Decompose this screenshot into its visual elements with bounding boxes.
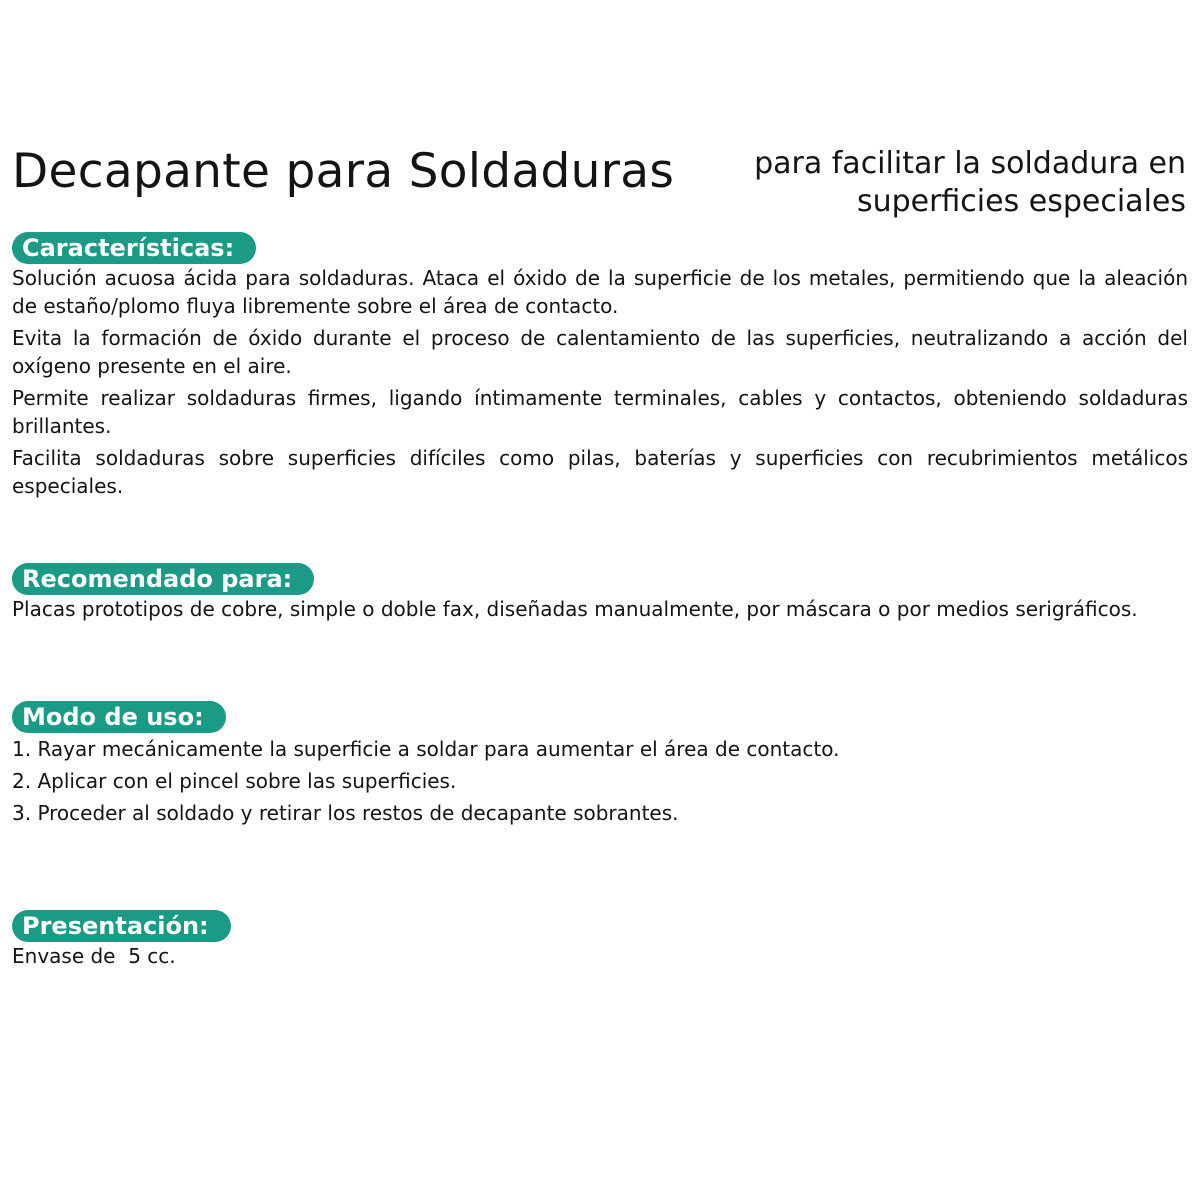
paragraph: Permite realizar soldaduras firmes, ligando íntimamente terminales, cables y contactos, obteniendo soldaduras brillantes. — [12, 386, 1188, 438]
list-item: 3. Proceder al soldado y retirar los restos de decapante sobrantes. — [12, 801, 679, 825]
paragraph: Solución acuosa ácida para soldaduras. Ataca el óxido de la superficie de los metales, permitiendo que la aleación de estaño/plomo fluya libremente sobre el área de contacto. — [12, 266, 1188, 318]
page-title: Decapante para Soldaduras — [12, 144, 675, 199]
page-subtitle — [626, 145, 1186, 221]
list-item: 2. Aplicar con el pincel sobre las superficies. — [12, 769, 457, 793]
section-modo-de-uso — [12, 701, 1188, 829]
section-presentacion — [12, 910, 1188, 970]
paragraph: Facilita soldaduras sobre superficies difíciles como pilas, baterías y superficies con recubrimientos metálicos especiales. — [12, 446, 1188, 498]
subtitle-line: para facilitar la soldadura en — [754, 146, 1186, 181]
section-heading-recomendado: Recomendado para: — [12, 563, 314, 595]
subtitle-line: superficies especiales — [856, 184, 1186, 219]
section-caracteristicas — [12, 232, 1188, 500]
paragraph: Evita la formación de óxido durante el proceso de calentamiento de las superficies, neutralizando a acción del oxígeno presente en el aire. — [12, 326, 1188, 378]
section-heading-caracteristicas: Características: — [12, 232, 256, 264]
section-heading-modo-de-uso: Modo de uso: — [12, 701, 226, 733]
paragraph: Envase de 5 cc. — [12, 944, 176, 968]
list-item: 1. Rayar mecánicamente la superficie a soldar para aumentar el área de contacto. — [12, 737, 840, 761]
paragraph: Placas prototipos de cobre, simple o doble fax, diseñadas manualmente, por máscara o por medios serigráficos. — [12, 597, 1138, 621]
section-heading-presentacion: Presentación: — [12, 910, 231, 942]
section-recomendado — [12, 563, 1188, 623]
